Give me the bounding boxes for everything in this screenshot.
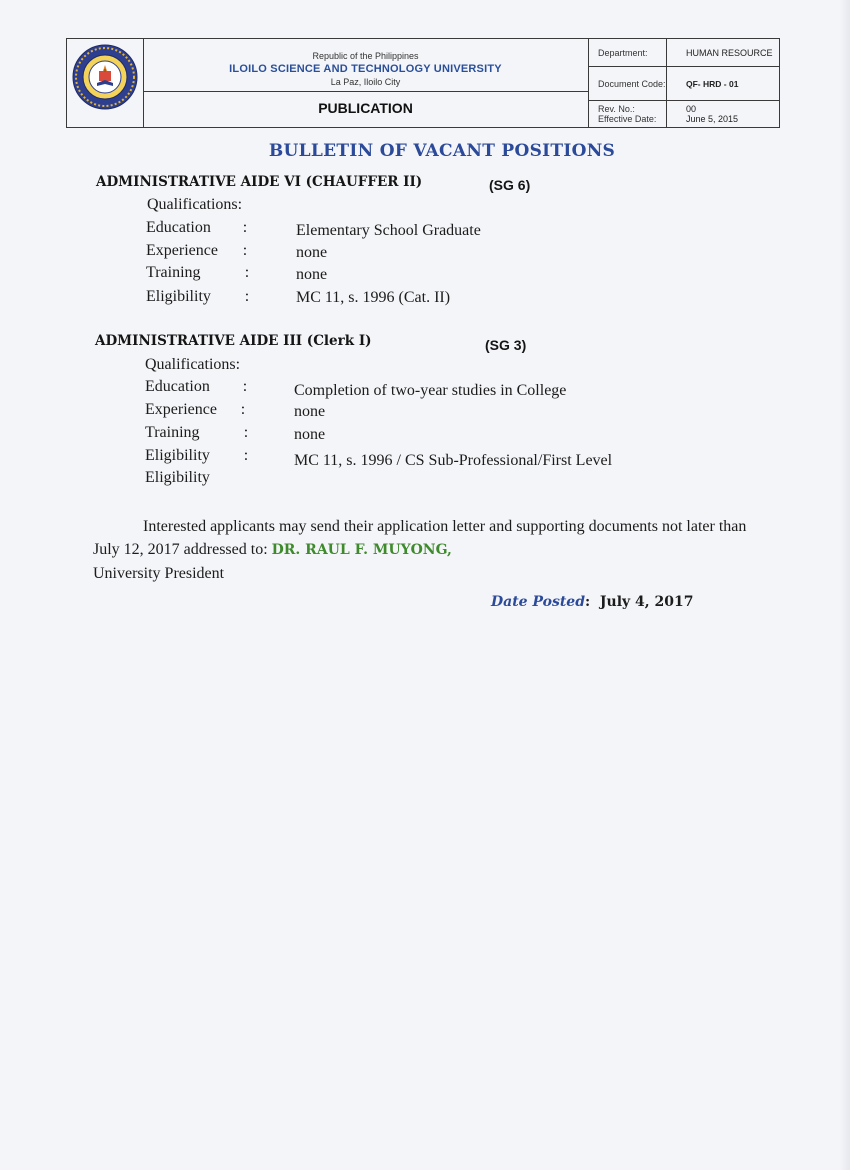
doc-code-value: QF- HRD - 01 xyxy=(686,79,739,89)
position-2-training-label: Training xyxy=(145,424,200,441)
position-2-training-value: none xyxy=(294,426,326,443)
position-1-education-label: Education xyxy=(146,219,211,236)
form-name-cell xyxy=(143,91,588,127)
meta-row-revision xyxy=(589,101,780,127)
position-2-salary-grade: (SG 3) xyxy=(485,337,527,353)
date-posted xyxy=(491,594,694,610)
effective-value: June 5, 2015 xyxy=(686,114,739,124)
department-label: Department: xyxy=(589,39,667,66)
effective-label: Effective Date: xyxy=(598,114,657,124)
position-2-eligibility-value: MC 11, s. 1996 / CS Sub-Professional/First Level xyxy=(294,452,613,469)
position-1-qualifications-label: Qualifications: xyxy=(147,196,243,213)
bulletin-title: BULLETIN OF VACANT POSITIONS xyxy=(268,141,616,161)
department-value: HUMAN RESOURCE xyxy=(686,48,773,58)
president-title: University President xyxy=(93,565,225,582)
instructions-text: Interested applicants may send their application letter and supporting documents not later than July 12, 2017 addressed to: xyxy=(93,518,747,558)
position-2-education-colon: : xyxy=(242,378,248,395)
position-1-experience-value: none xyxy=(296,244,328,261)
position-1-experience-label: Experience xyxy=(146,242,218,259)
date-posted-label: Date Posted xyxy=(491,594,585,610)
position-1-eligibility-value: MC 11, s. 1996 (Cat. II) xyxy=(296,289,451,306)
position-1-training-value: none xyxy=(296,266,328,283)
date-posted-colon: : xyxy=(585,594,591,610)
date-posted-value: July 4, 2017 xyxy=(599,594,694,610)
university-name-cell xyxy=(143,39,588,92)
logo-cell xyxy=(67,39,144,127)
position-2-education-value: Completion of two-year studies in College xyxy=(294,382,567,399)
rev-value: 00 xyxy=(686,104,697,114)
position-2-qualifications-label: Qualifications: xyxy=(145,356,241,373)
position-2-title: ADMINISTRATIVE AIDE III (Clerk I) xyxy=(95,333,372,349)
position-2-eligibility-colon: : xyxy=(243,447,249,464)
position-1-training-colon: : xyxy=(244,264,250,281)
position-2-experience-label: Experience xyxy=(145,401,217,418)
revision-values xyxy=(667,101,780,127)
country-name: Republic of the Philippines xyxy=(312,51,419,61)
position-2-eligibility-label-extra: Eligibility xyxy=(145,469,210,486)
position-1-education-colon: : xyxy=(242,219,248,236)
position-2-experience-value: none xyxy=(294,403,326,420)
document-meta xyxy=(588,39,780,127)
document-header xyxy=(66,38,780,128)
position-1-salary-grade: (SG 6) xyxy=(489,177,531,193)
paper-edge xyxy=(840,0,850,1170)
form-name: PUBLICATION xyxy=(318,100,413,116)
university-seal-icon xyxy=(71,43,139,111)
meta-row-doc-code xyxy=(589,67,780,101)
university-city: La Paz, Iloilo City xyxy=(330,77,401,87)
position-1-eligibility-colon: : xyxy=(244,288,250,305)
position-1-education-value: Elementary School Graduate xyxy=(296,222,481,239)
position-1-eligibility-label: Eligibility xyxy=(146,288,211,305)
university-name: ILOILO SCIENCE AND TECHNOLOGY UNIVERSITY xyxy=(229,63,502,75)
position-2-training-colon: : xyxy=(243,424,249,441)
revision-labels xyxy=(589,101,667,127)
doc-code-label: Document Code: xyxy=(589,67,667,100)
rev-label: Rev. No.: xyxy=(598,104,635,114)
position-2-education-label: Education xyxy=(145,378,210,395)
position-2-experience-colon: : xyxy=(240,401,246,418)
application-instructions xyxy=(93,515,753,585)
meta-row-department xyxy=(589,39,780,67)
position-1-title: ADMINISTRATIVE AIDE VI (CHAUFFER II) xyxy=(96,174,423,190)
position-2-eligibility-label: Eligibility xyxy=(145,447,210,464)
position-1-experience-colon: : xyxy=(242,242,248,259)
president-name: DR. RAUL F. MUYONG, xyxy=(271,542,452,558)
position-1-training-label: Training xyxy=(146,264,201,281)
